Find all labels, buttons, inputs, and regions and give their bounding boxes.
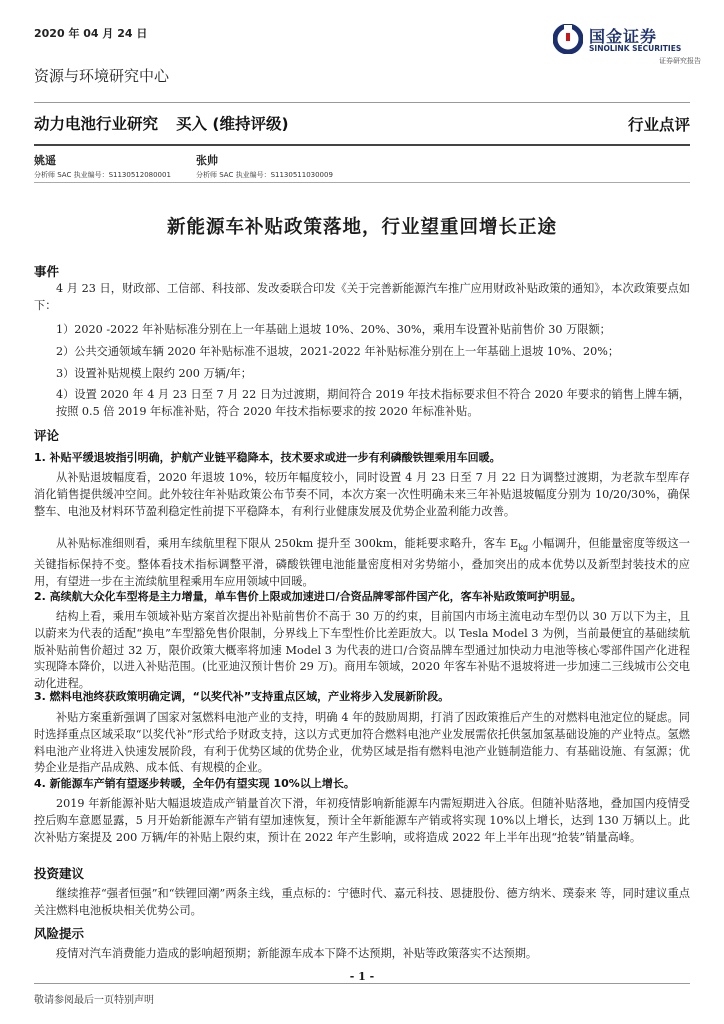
comment-paragraph: 从补贴标准细则看，乘用车续航里程下限从 250km 提升至 300km，能耗要求略升，客车 $E_{kg}$ 小幅调升，但能量密度等级这一关键指标保持不变。整体看技术指标调整平滑，磷酸铁锂电池能量密度相对劣势缩小，叠加突出的成本优势以及新型封装技术的应用，有望进一步在主流续航里程乘用车应用领域中回暖。: [34, 537, 690, 588]
logo-english-name: SINOLINK SECURITIES: [589, 44, 682, 53]
event-intro: 4 月 23 日，财政部、工信部、科技部、发改委联合印发《关于完善新能源汽车推广应用财政补贴政策的通知》，本次政策要点如下：: [34, 282, 690, 312]
event-item: 4）设置 2020 年 4 月 23 日至 7 月 22 日为过渡期，期间符合 2019 年技术指标要求但不符合 2020 年要求的销售上牌车辆，按照 0.5 倍 2019 年标准补贴，符合 2020 年技术指标要求的按 2020 年标准补贴。: [56, 388, 690, 418]
comment-heading-2: 2. 高续航大众化车型将是主力增量，单车售价上限或加速进口/合资品牌零部件国产化，客车补贴政策呵护明显。: [34, 590, 582, 603]
event-item: 1）2020 -2022 年补贴标准分别在上一年基础上退坡 10%、20%、30%，乘用车设置补贴前售价 30 万限额；: [56, 323, 611, 336]
divider: [34, 182, 690, 183]
headline: 新能源车补贴政策落地，行业望重回增长正途: [166, 217, 557, 238]
comment-paragraph: 从补贴退坡幅度看，2020 年退坡 10%，较历年幅度较小，同时设置 4 月 23 日至 7 月 22 日为调整过渡期，为老款车型库存消化销售提供缓冲空间。此外较往年补贴政策公布节奏不同，本次方案一次性明确未来三年补贴退坡幅度分别为 10/20/30%，确保整车、电池及材料环节盈利稳定性前提下平稳降本，有利行业健康发展及优势企业盈利能力改善。: [34, 471, 690, 518]
analyst-id: 分析师 SAC 执业编号：S1130512080001: [34, 171, 171, 179]
section-title-risk: 风险提示: [34, 926, 85, 941]
divider: [34, 983, 690, 984]
research-center: 资源与环境研究中心: [34, 67, 170, 85]
rating-label: 买入 (维持评级): [176, 115, 289, 133]
logo-chinese-name: 国金证券: [589, 27, 658, 46]
section-title-event: 事件: [34, 264, 60, 279]
analyst-name: 姚遥: [34, 154, 56, 167]
analyst-id: 分析师 SAC 执业编号：S1130511030009: [196, 171, 333, 179]
event-item: 2）公共交通领域车辆 2020 年补贴标准不退坡，2021-2022 年补贴标准分别在上一年基础上退坡 10%、20%；: [56, 345, 620, 358]
comment-heading-4: 4. 新能源车产销有望逐步转暖，全年仍有望实现 10%以上增长。: [34, 777, 355, 790]
risk-text: 疫情对汽车消费能力造成的影响超预期；新能源车成本下降不达预期，补贴等政策落实不达预期。: [56, 947, 538, 960]
footer-note: 敬请参阅最后一页特别声明: [34, 995, 154, 1006]
report-type: 行业点评: [627, 116, 690, 134]
divider: [34, 144, 690, 146]
section-title-invest: 投资建议: [34, 866, 85, 881]
report-title-bar: [34, 112, 289, 134]
comment-paragraph: 2019 年新能源补贴大幅退坡造成产销量首次下滑，年初疫情影响新能源车内需短期进入谷底。但随补贴落地，叠加国内疫情受控后购车意愿显露，5 月开始新能源车产销有望加速恢复，预计全年新能源车产销或将实现 10%以上增长，达到 130 万辆以上。此次补贴方案提及 200 万辆/年的补贴上限约束，预计在 2022 年产生影响，或将造成 2022 年上半年出现“抢装”销量高峰。: [34, 797, 690, 844]
analyst-name: 张帅: [196, 154, 218, 167]
report-date: 2020 年 04 月 24 日: [34, 27, 148, 40]
industry-label: 动力电池行业研究: [34, 115, 159, 133]
comment-heading-1: 1. 补贴平缓退坡指引明确，护航产业链平稳降本，技术要求或进一步有利磷酸铁锂乘用车回暖。: [34, 451, 501, 464]
logo-subtitle: 证券研究报告: [659, 57, 701, 65]
comment-paragraph: 补贴方案重新强调了国家对氢燃料电池产业的支持，明确 4 年的鼓励周期，打消了因政策推后产生的对燃料电池定位的疑虑。同时选择重点区域采取“以奖代补”形式给予财政支持，这以方式更加符合燃料电池产业发展需依托供氢加氢基础设施的产业特点。氢燃料电池产业将进入快速发展阶段，有利于优势区域的优势企业，优势区域是指有燃料电池产业链制造能力、有基础设施、有氢源；优势企业是指产品成熟、成本低、有规模的企业。: [34, 711, 690, 775]
company-logo: [553, 22, 703, 68]
section-title-comment: 评论: [34, 428, 60, 443]
page-number: - 1 -: [349, 970, 375, 983]
comment-heading-3: 3. 燃料电池终获政策明确定调，“以奖代补”支持重点区域，产业将步入发展新阶段。: [34, 690, 450, 703]
event-item: 3）设置补贴规模上限约 200 万辆/年；: [56, 367, 252, 380]
comment-paragraph: 结构上看，乘用车领域补贴方案首次提出补贴前售价不高于 30 万的约束，目前国内市场主流电动车型仍以 30 万以下为主，且以蔚来为代表的适配“换电”车型豁免售价限制，分界线上下车型性价比差距放大。以 Tesla Model 3 为例，当前最便宜的基础续航版补贴前售价超过 32 万，限价政策大概率将加速 Model 3 为代表的进口/合资品牌车型通过加快动力电池等核心零部件国产化进程实现降本降价，以进入补贴范围。(比亚迪汉预计售价 29 万)。商用车领域，2020 年客车补贴不退坡将进一步加速二三线城市公交电动化进程。: [34, 610, 690, 691]
invest-text: 继续推荐“强者恒强”和“铁锂回潮”两条主线，重点标的：宁德时代、嘉元科技、恩捷股份、德方纳米、璞泰来 等，同时建议重点关注燃料电池板块相关优势公司。: [34, 887, 690, 917]
sinolink-logo-icon: [553, 24, 583, 54]
divider: [34, 102, 690, 103]
